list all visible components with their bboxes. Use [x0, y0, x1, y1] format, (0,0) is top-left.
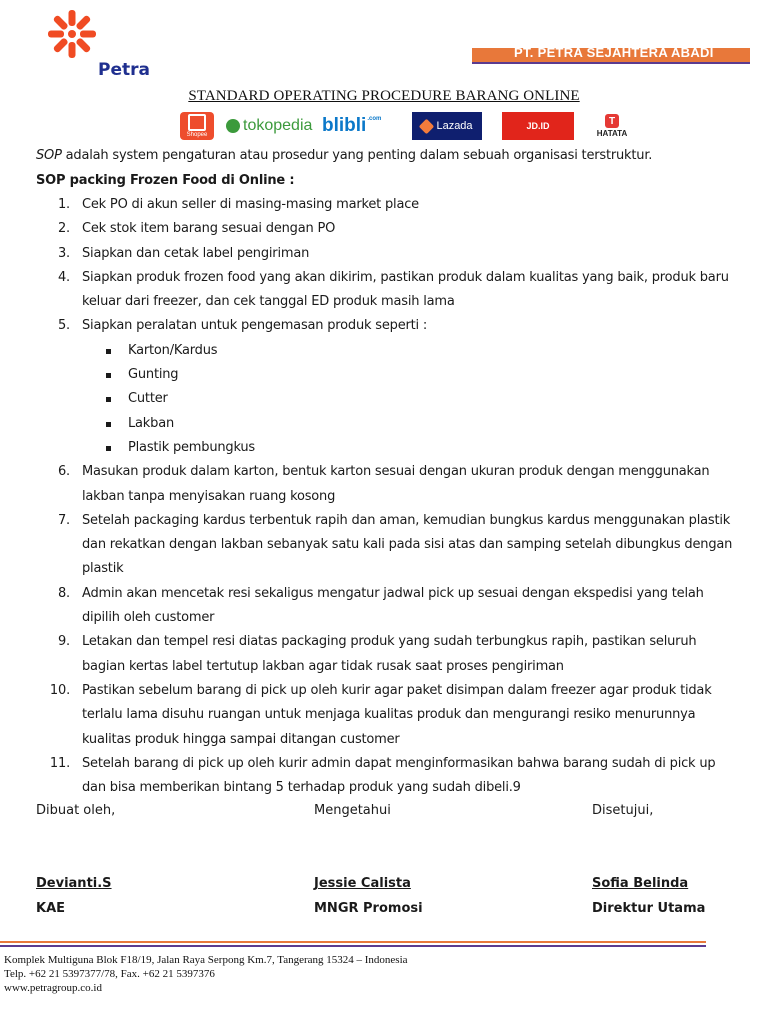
step-item-continuation	[36, 557, 736, 581]
document-title: STANDARD OPERATING PROCEDURE BARANG ONLINE	[188, 88, 580, 104]
step-number: 4.	[57, 269, 70, 285]
signature-role-3: Disetujui,	[592, 803, 654, 818]
procedure-steps-list	[36, 193, 736, 800]
step-text: bagian kertas label tertutup lakban agar tidak rusak saat proses pengiriman	[82, 658, 564, 674]
step-text: Pastikan sebelum barang di pick up oleh kurir agar paket disimpan dalam freezer agar produk tidak	[82, 682, 712, 698]
hatata-icon: T	[605, 114, 619, 128]
step-number: 2.	[57, 221, 70, 237]
tool-bullet-item: Cutter	[36, 387, 736, 411]
tokopedia-owl-icon	[226, 119, 240, 133]
intro-paragraph	[36, 144, 756, 168]
footer-divider-purple	[0, 945, 706, 947]
step-text: Siapkan dan cetak label pengiriman	[82, 245, 310, 261]
tool-bullet-item: Plastik pembungkus	[36, 436, 736, 460]
tool-bullet-item: Lakban	[36, 412, 736, 436]
step-item-continuation	[36, 533, 736, 557]
step-text: lakban tanpa menyisakan ruang kosong	[82, 488, 336, 504]
step-item	[36, 242, 736, 266]
step-item-continuation	[36, 703, 736, 727]
step-text: Setelah barang di pick up oleh kurir admin dapat menginformasikan bahwa barang sudah di pick up	[82, 755, 716, 771]
jdid-label: JD.ID	[526, 121, 550, 131]
step-number: 9.	[57, 634, 70, 650]
tool-bullet-item: Karton/Kardus	[36, 339, 736, 363]
step-item	[36, 266, 736, 290]
footer-phone: Telp. +62 21 5397377/78, Fax. +62 21 5397376	[4, 968, 215, 980]
step-text: keluar dari freezer, dan cek tanggal ED produk masih lama	[82, 294, 455, 310]
company-name: PT. PETRA SEJAHTERA ABADI	[514, 48, 714, 60]
step-text: terlalu lama disuhu ruangan untuk menjaga kualitas produk dan mengurangi resiko menurunnya	[82, 707, 696, 723]
signature-role-1: Dibuat oleh,	[36, 803, 116, 818]
company-logo	[36, 6, 166, 84]
signature-name-1: Devianti.S	[36, 876, 112, 891]
intro-lead: SOP	[36, 148, 62, 163]
tokopedia-label: tokopedia	[243, 117, 313, 134]
company-band-underline	[472, 62, 750, 64]
step-item	[36, 582, 736, 606]
step-text: kualitas produk hingga sampai ditangan customer	[82, 731, 400, 747]
step-number: 7.	[57, 512, 70, 528]
signature-name-3: Sofia Belinda	[592, 876, 689, 891]
signature-name-2: Jessie Calista	[314, 876, 411, 891]
step-text: Siapkan produk frozen food yang akan dikirim, pastikan produk dalam kualitas yang baik, produk baru	[82, 269, 729, 285]
tool-bullet-item: Gunting	[36, 363, 736, 387]
step-item	[36, 679, 736, 703]
step-text: dipilih oleh customer	[82, 610, 215, 626]
signature-position-2: MNGR Promosi	[314, 901, 423, 916]
shopee-label: Shopee	[186, 132, 208, 138]
lazada-logo	[412, 112, 482, 140]
step-item-continuation	[36, 776, 736, 800]
jdid-logo	[502, 112, 574, 140]
hatata-label: HATATA	[596, 129, 628, 138]
step-text: plastik	[82, 561, 124, 577]
step-text: Siapkan peralatan untuk pengemasan produk seperti :	[82, 318, 428, 334]
step-number: 1.	[57, 197, 70, 212]
lazada-label: Lazada	[436, 120, 473, 132]
step-item-continuation	[36, 606, 736, 630]
blibli-logo	[322, 112, 408, 140]
step-item	[36, 752, 736, 776]
step-item-continuation	[36, 485, 736, 509]
step-number: 11.	[49, 755, 70, 771]
step-item	[36, 193, 736, 217]
section-subtitle: SOP packing Frozen Food di Online :	[36, 173, 295, 188]
step-item	[36, 460, 736, 484]
tokopedia-logo	[226, 112, 318, 140]
step-text: Admin akan mencetak resi sekaligus mengatur jadwal pick up sesuai dengan ekspedisi yang telah	[82, 585, 704, 601]
step-item	[36, 509, 736, 533]
signature-position-1: KAE	[36, 901, 66, 916]
step-text: dan bisa memberikan bintang 5 terhadap produk yang sudah dibeli.9	[82, 780, 521, 796]
step-number: 5.	[57, 318, 70, 334]
step-item-continuation	[36, 655, 736, 679]
shopee-logo	[180, 112, 214, 140]
blibli-suffix: .com	[367, 116, 382, 122]
step-item-continuation	[36, 290, 736, 314]
step-item	[36, 217, 736, 241]
lazada-heart-icon	[419, 118, 435, 134]
step-item-continuation	[36, 728, 736, 752]
petra-flower-icon	[36, 6, 106, 66]
step-text: Masukan produk dalam karton, bentuk karton sesuai dengan ukuran produk dengan menggunakan	[82, 464, 710, 480]
step-item	[36, 630, 736, 654]
intro-rest: adalah system pengaturan atau prosedur yang penting dalam sebuah organisasi terstruktur.	[61, 148, 653, 163]
step-text: Cek stok item barang sesuai dengan PO	[82, 221, 336, 237]
footer-address: Komplek Multiguna Blok F18/19, Jalan Raya Serpong Km.7, Tangerang 15324 – Indonesia	[4, 954, 408, 966]
hatata-logo	[592, 112, 632, 140]
step-number: 8.	[57, 585, 70, 601]
blibli-label: blibli	[322, 115, 367, 136]
step-text: Cek PO di akun seller di masing-masing market place	[82, 197, 419, 212]
step-text: dan rekatkan dengan lakban sebanyak satu kali pada sisi atas dan samping setelah dibungkus dengan	[82, 537, 733, 553]
step-number: 3.	[57, 245, 70, 261]
step-item	[36, 314, 736, 338]
step-number: 6.	[57, 464, 70, 480]
step-text: Letakan dan tempel resi diatas packaging produk yang sudah terbungkus rapih, pastikan seluruh	[82, 634, 697, 650]
signature-role-2: Mengetahui	[314, 803, 391, 818]
step-number: 10.	[49, 682, 70, 698]
shopee-bag-icon	[188, 114, 206, 131]
footer-divider-orange	[0, 941, 706, 943]
step-text: Setelah packaging kardus terbentuk rapih dan aman, kemudian bungkus kardus menggunakan plastik	[82, 512, 731, 528]
footer-website[interactable]: www.petragroup.co.id	[4, 982, 102, 994]
logo-text: Petra	[98, 60, 150, 80]
signature-position-3: Direktur Utama	[592, 901, 706, 916]
